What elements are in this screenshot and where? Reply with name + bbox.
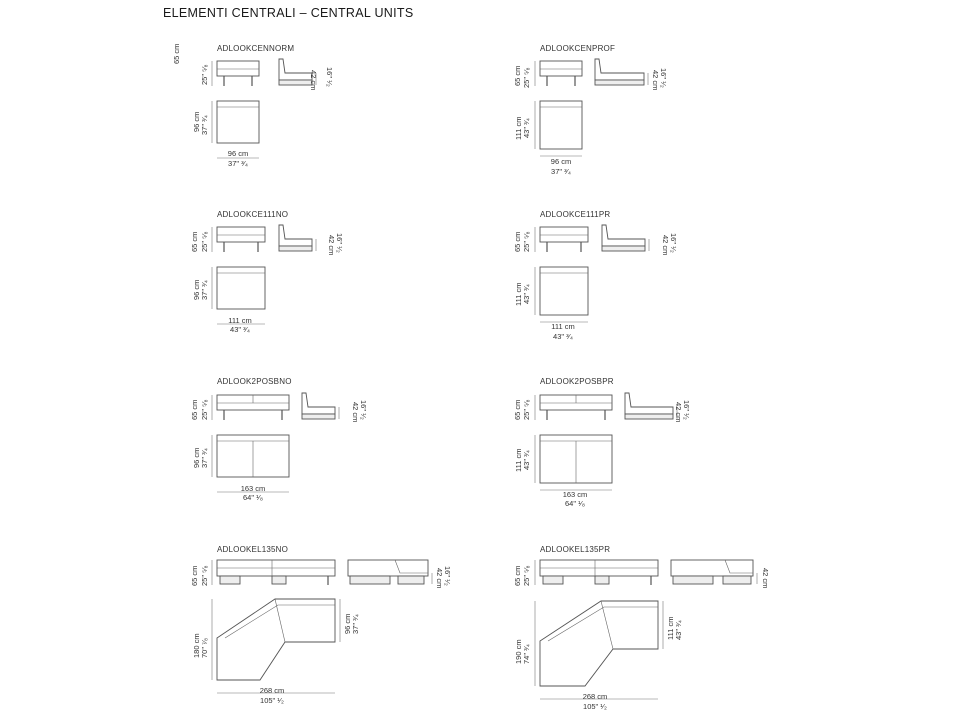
width-in: 37" ³⁄₄ [551, 167, 571, 176]
front-height-cm: 65 cm [513, 65, 522, 86]
module-code: ADLOOK2POSBPR [540, 377, 614, 386]
side-height-cm: 42 cm [761, 568, 770, 589]
width-in: 105" ¹⁄₂ [583, 702, 607, 711]
module-drawing-adlookce111no [190, 220, 350, 345]
depth-cm: 96 cm [192, 111, 201, 132]
width-cm: 163 cm [562, 490, 588, 499]
width-cm: 96 cm [227, 149, 249, 158]
width-in: 43" ³⁄₄ [553, 332, 573, 341]
depth-in: 43" ³⁄₄ [522, 118, 531, 138]
front-height-in: 25" ⁵⁄₈ [200, 399, 209, 420]
side-height-cm: 42 cm [651, 70, 660, 91]
depth-cm: 190 cm [514, 639, 523, 664]
side-height-in: 16" ¹⁄₂ [325, 67, 334, 87]
width-in: 64" ¹⁄₈ [565, 499, 585, 508]
depth-cm: 180 cm [192, 633, 201, 658]
width-cm: 111 cm [228, 316, 252, 325]
width-in: 43" ³⁄₄ [230, 325, 250, 334]
front-height-cm: 65 cm [190, 399, 199, 420]
side-height-in: 16" ¹⁄₂ [443, 566, 452, 586]
arm-depth-in: 37" ³⁄₄ [351, 614, 360, 634]
side-height-cm: 42 cm [435, 568, 444, 589]
depth-in: 70" ⁷⁄₈ [200, 637, 209, 658]
module-code: ADLOOKEL135PR [540, 545, 611, 554]
depth-cm: 111 cm [514, 448, 523, 472]
width-cm: 268 cm [259, 686, 285, 695]
front-height-cm: 65 cm [513, 231, 522, 252]
module-drawing-adlookel135no [190, 555, 460, 715]
front-height-cm: 65 cm [513, 565, 522, 586]
width-in: 37" ³⁄₄ [228, 159, 248, 168]
side-height-in: 16" ¹⁄₂ [659, 68, 668, 88]
page-title: ELEMENTI CENTRALI – CENTRAL UNITS [163, 6, 414, 20]
width-cm: 163 cm [240, 484, 266, 493]
depth-cm: 111 cm [514, 116, 523, 140]
arm-depth-in: 43" ³⁄₄ [674, 620, 683, 640]
front-height-in: 25" ⁵⁄₈ [200, 231, 209, 252]
module-code: ADLOOKCE111NO [217, 210, 289, 219]
module-drawing-adlookce111pr [513, 220, 673, 345]
depth-in: 74" ³⁄₄ [522, 644, 531, 664]
module-code: ADLOOKCENPROF [540, 44, 616, 53]
module-drawing-adlookel135pr [513, 555, 783, 720]
side-height-cm: 42 cm [661, 235, 670, 256]
module-drawing-adlookcenprof [513, 55, 673, 180]
arm-depth-cm: 111 cm [666, 616, 675, 640]
front-height-in: 25" ⁵⁄₈ [522, 231, 531, 252]
width-cm: 96 cm [550, 157, 572, 166]
width-cm: 268 cm [582, 692, 608, 701]
module-code: ADLOOKEL135NO [217, 545, 289, 554]
side-height-in: 16" ¹⁄₂ [359, 400, 368, 420]
depth-in: 43" ³⁄₄ [522, 284, 531, 304]
width-in: 105" ¹⁄₂ [260, 696, 284, 705]
depth-cm: 111 cm [514, 282, 523, 306]
side-height-cm: 42 cm [327, 235, 336, 256]
front-height-in: 25" ⁵⁄₈ [200, 565, 209, 586]
side-height-cm: 42 cm [309, 70, 318, 91]
arm-depth-cm: 96 cm [343, 613, 352, 634]
side-height-in: 16" ¹⁄₂ [669, 233, 678, 253]
front-height-cm: 65 cm [513, 399, 522, 420]
side-height-in: 16" ¹⁄₂ [682, 400, 691, 420]
front-height-in: 25" ⁵⁄₈ [522, 399, 531, 420]
depth-in: 43" ³⁄₄ [522, 450, 531, 470]
front-height-cm: 65 cm [190, 231, 199, 252]
module-code: ADLOOKCENNORM [217, 44, 295, 53]
depth-in: 37" ³⁄₄ [200, 115, 209, 135]
module-code: ADLOOKCE111PR [540, 210, 611, 219]
side-height-cm: 42 cm [351, 402, 360, 423]
side-height-in: 16" ¹⁄₂ [335, 233, 344, 253]
depth-cm: 96 cm [192, 279, 201, 300]
width-cm: 111 cm [551, 322, 575, 331]
front-height-cm: 65 cm [190, 565, 199, 586]
module-code: ADLOOK2POSBNO [217, 377, 292, 386]
side-height-cm: 42 cm [674, 402, 683, 423]
front-height-in: 25" ⁵⁄₈ [200, 64, 209, 85]
depth-in: 37" ³⁄₄ [200, 280, 209, 300]
front-height-in: 25" ⁵⁄₈ [522, 565, 531, 586]
depth-cm: 96 cm [192, 447, 201, 468]
module-drawing-adlook2posbno [190, 388, 370, 508]
depth-in: 37" ³⁄₄ [200, 448, 209, 468]
front-height-in: 25" ⁵⁄₈ [522, 67, 531, 88]
front-height-cm: 65 cm [172, 43, 181, 64]
width-in: 64" ¹⁄₈ [243, 493, 263, 502]
